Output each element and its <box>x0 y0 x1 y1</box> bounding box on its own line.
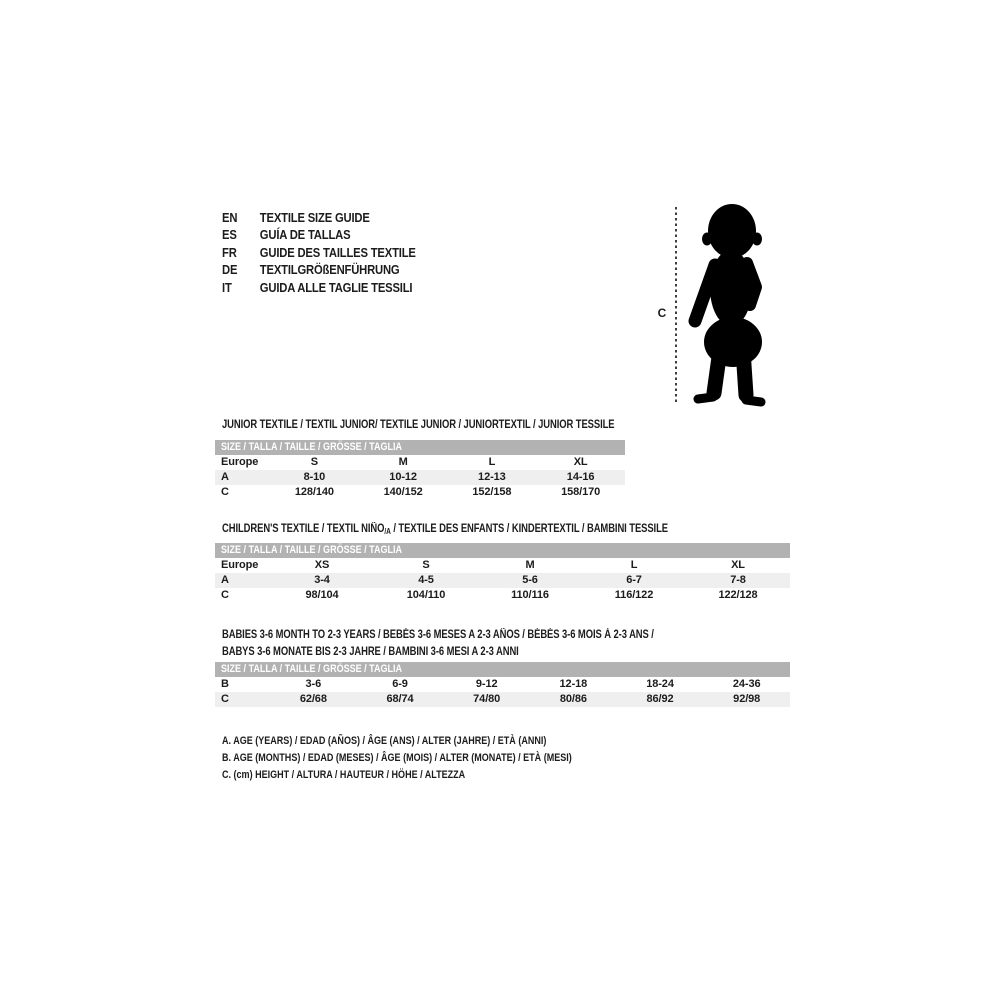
footnote-height-cm: C. (cm) HEIGHT / ALTURA / HAUTEUR / HÖHE / ALTEZZA <box>222 769 466 782</box>
height-value-cell: 104/110 <box>406 589 446 601</box>
height-value-cell: 98/104 <box>305 589 339 601</box>
babies-title-line1: BABIES 3-6 MONTH TO 2-3 YEARS / BEBÉS 3-6 MESES A 2-3 AÑOS / BÉBÉS 3-6 MOIS À 2-3 ANS / <box>222 629 654 641</box>
age-value-cell: 7-8 <box>730 574 746 586</box>
height-value-cell: 86/92 <box>646 693 674 705</box>
table-row-europe <box>215 455 625 470</box>
height-value-cell: 116/122 <box>614 589 654 601</box>
toddler-silhouette <box>695 204 762 402</box>
size-header-bar <box>215 440 625 455</box>
language-row-fr <box>222 244 416 262</box>
language-row-de <box>222 262 416 280</box>
row-label-cell: C <box>221 589 229 601</box>
size-header-bar <box>215 662 790 677</box>
table-row-europe <box>215 558 790 573</box>
row-label-cell: C <box>221 693 229 705</box>
language-legend <box>222 209 437 297</box>
size-value-cell: XS <box>314 559 330 571</box>
size-value-cell: S <box>310 456 318 468</box>
footnotes <box>222 735 649 787</box>
age-value-cell: 9-12 <box>475 678 498 690</box>
height-value-cell: 128/140 <box>294 486 334 498</box>
age-value-cell: 3-6 <box>305 678 322 690</box>
babies-section-title <box>222 625 749 658</box>
size-value-cell: M <box>525 559 535 571</box>
size-value-cell: XL <box>573 456 588 468</box>
toddler-silhouette-graphic <box>640 195 780 410</box>
junior-size-table <box>215 440 625 500</box>
height-value-cell: 62/68 <box>299 693 327 705</box>
age-value-cell: 6-9 <box>392 678 408 690</box>
age-value-cell: 12-18 <box>559 678 588 690</box>
age-value-cell: 14-16 <box>566 471 595 483</box>
row-label-cell: B <box>221 678 229 690</box>
table-row-age <box>215 573 790 588</box>
height-value-cell: 158/170 <box>561 486 601 498</box>
language-code: FR <box>222 245 237 260</box>
children-section-title: CHILDREN'S TEXTILE / TEXTIL NIÑO/A / TEXTILE DES ENFANTS / KINDERTEXTIL / BAMBINI TESSILE <box>222 523 668 536</box>
language-label: GUIDE DES TAILLES TEXTILE <box>259 245 416 260</box>
table-row-height <box>215 588 790 603</box>
row-label-cell: A <box>221 574 229 586</box>
babies-title-line2: BABYS 3-6 MONATE BIS 2-3 JAHRE / BAMBINI 3-6 MESI A 2-3 ANNI <box>222 645 519 658</box>
height-value-cell: 74/80 <box>473 693 501 705</box>
height-value-cell: 122/128 <box>718 589 758 601</box>
height-value-cell: 140/152 <box>383 486 423 498</box>
row-label-cell: Europe <box>221 559 259 571</box>
babies-size-table <box>215 662 790 707</box>
language-code: EN <box>222 210 238 225</box>
age-value-cell: 18-24 <box>646 678 674 690</box>
age-value-cell: 4-5 <box>418 574 434 586</box>
language-row-es <box>222 227 416 245</box>
age-value-cell: 8-10 <box>303 471 326 483</box>
height-figure <box>640 195 780 410</box>
language-code: DE <box>222 263 238 278</box>
age-value-cell: 10-12 <box>389 471 417 483</box>
footnote-age-years: A. AGE (YEARS) / EDAD (AÑOS) / ÂGE (ANS) / ALTER (JAHRE) / ETÀ (ANNI) <box>222 735 547 747</box>
height-value-cell: 68/74 <box>386 693 414 705</box>
size-value-cell: L <box>630 559 638 571</box>
language-label: TEXTILGRÖßENFÜHRUNG <box>259 263 400 278</box>
height-value-cell: 80/86 <box>559 693 587 705</box>
size-value-cell: M <box>398 456 408 468</box>
language-label: GUIDA ALLE TAGLIE TESSILI <box>259 280 413 295</box>
table-row-age <box>215 470 625 485</box>
age-value-cell: 3-4 <box>314 574 330 586</box>
height-value-cell: 110/116 <box>511 589 549 601</box>
age-value-cell: 5-6 <box>522 574 538 586</box>
height-value-cell: 92/98 <box>733 693 761 705</box>
language-code: ES <box>222 228 237 243</box>
age-value-cell: 6-7 <box>626 574 642 586</box>
language-row-en <box>222 209 416 227</box>
height-value-cell: 152/158 <box>472 486 512 498</box>
footnote-age-months: B. AGE (MONTHS) / EDAD (MESES) / ÂGE (MOIS) / ALTER (MONATE) / ETÀ (MESI) <box>222 752 572 765</box>
row-label-cell: A <box>221 471 229 483</box>
size-header-label: SIZE / TALLA / TAILLE / GRÖSSE / TAGLIA <box>221 441 403 453</box>
age-value-cell: 12-13 <box>478 471 506 483</box>
language-label: TEXTILE SIZE GUIDE <box>259 210 370 225</box>
size-value-cell: S <box>422 559 430 571</box>
language-label: GUÍA DE TALLAS <box>259 228 351 243</box>
size-header-bar <box>215 543 790 558</box>
language-row-it <box>222 279 416 297</box>
table-row-height <box>215 485 625 500</box>
language-code: IT <box>222 280 232 295</box>
size-value-cell: L <box>488 456 496 468</box>
size-header-label: SIZE / TALLA / TAILLE / GRÖSSE / TAGLIA <box>221 663 403 675</box>
junior-section-title: JUNIOR TEXTILE / TEXTIL JUNIOR/ TEXTILE JUNIOR / JUNIORTEXTIL / JUNIOR TESSILE <box>222 419 615 431</box>
height-measure-label: C <box>657 306 667 320</box>
children-size-table <box>215 543 790 603</box>
table-row-height <box>215 692 790 707</box>
row-label-cell: C <box>221 486 229 498</box>
row-label-cell: Europe <box>221 456 259 468</box>
size-header-label: SIZE / TALLA / TAILLE / GRÖSSE / TAGLIA <box>221 544 403 556</box>
size-value-cell: XL <box>731 559 745 571</box>
table-row-age-months <box>215 677 790 692</box>
age-value-cell: 24-36 <box>732 678 761 690</box>
nino-a-subscript: /A <box>384 527 391 536</box>
